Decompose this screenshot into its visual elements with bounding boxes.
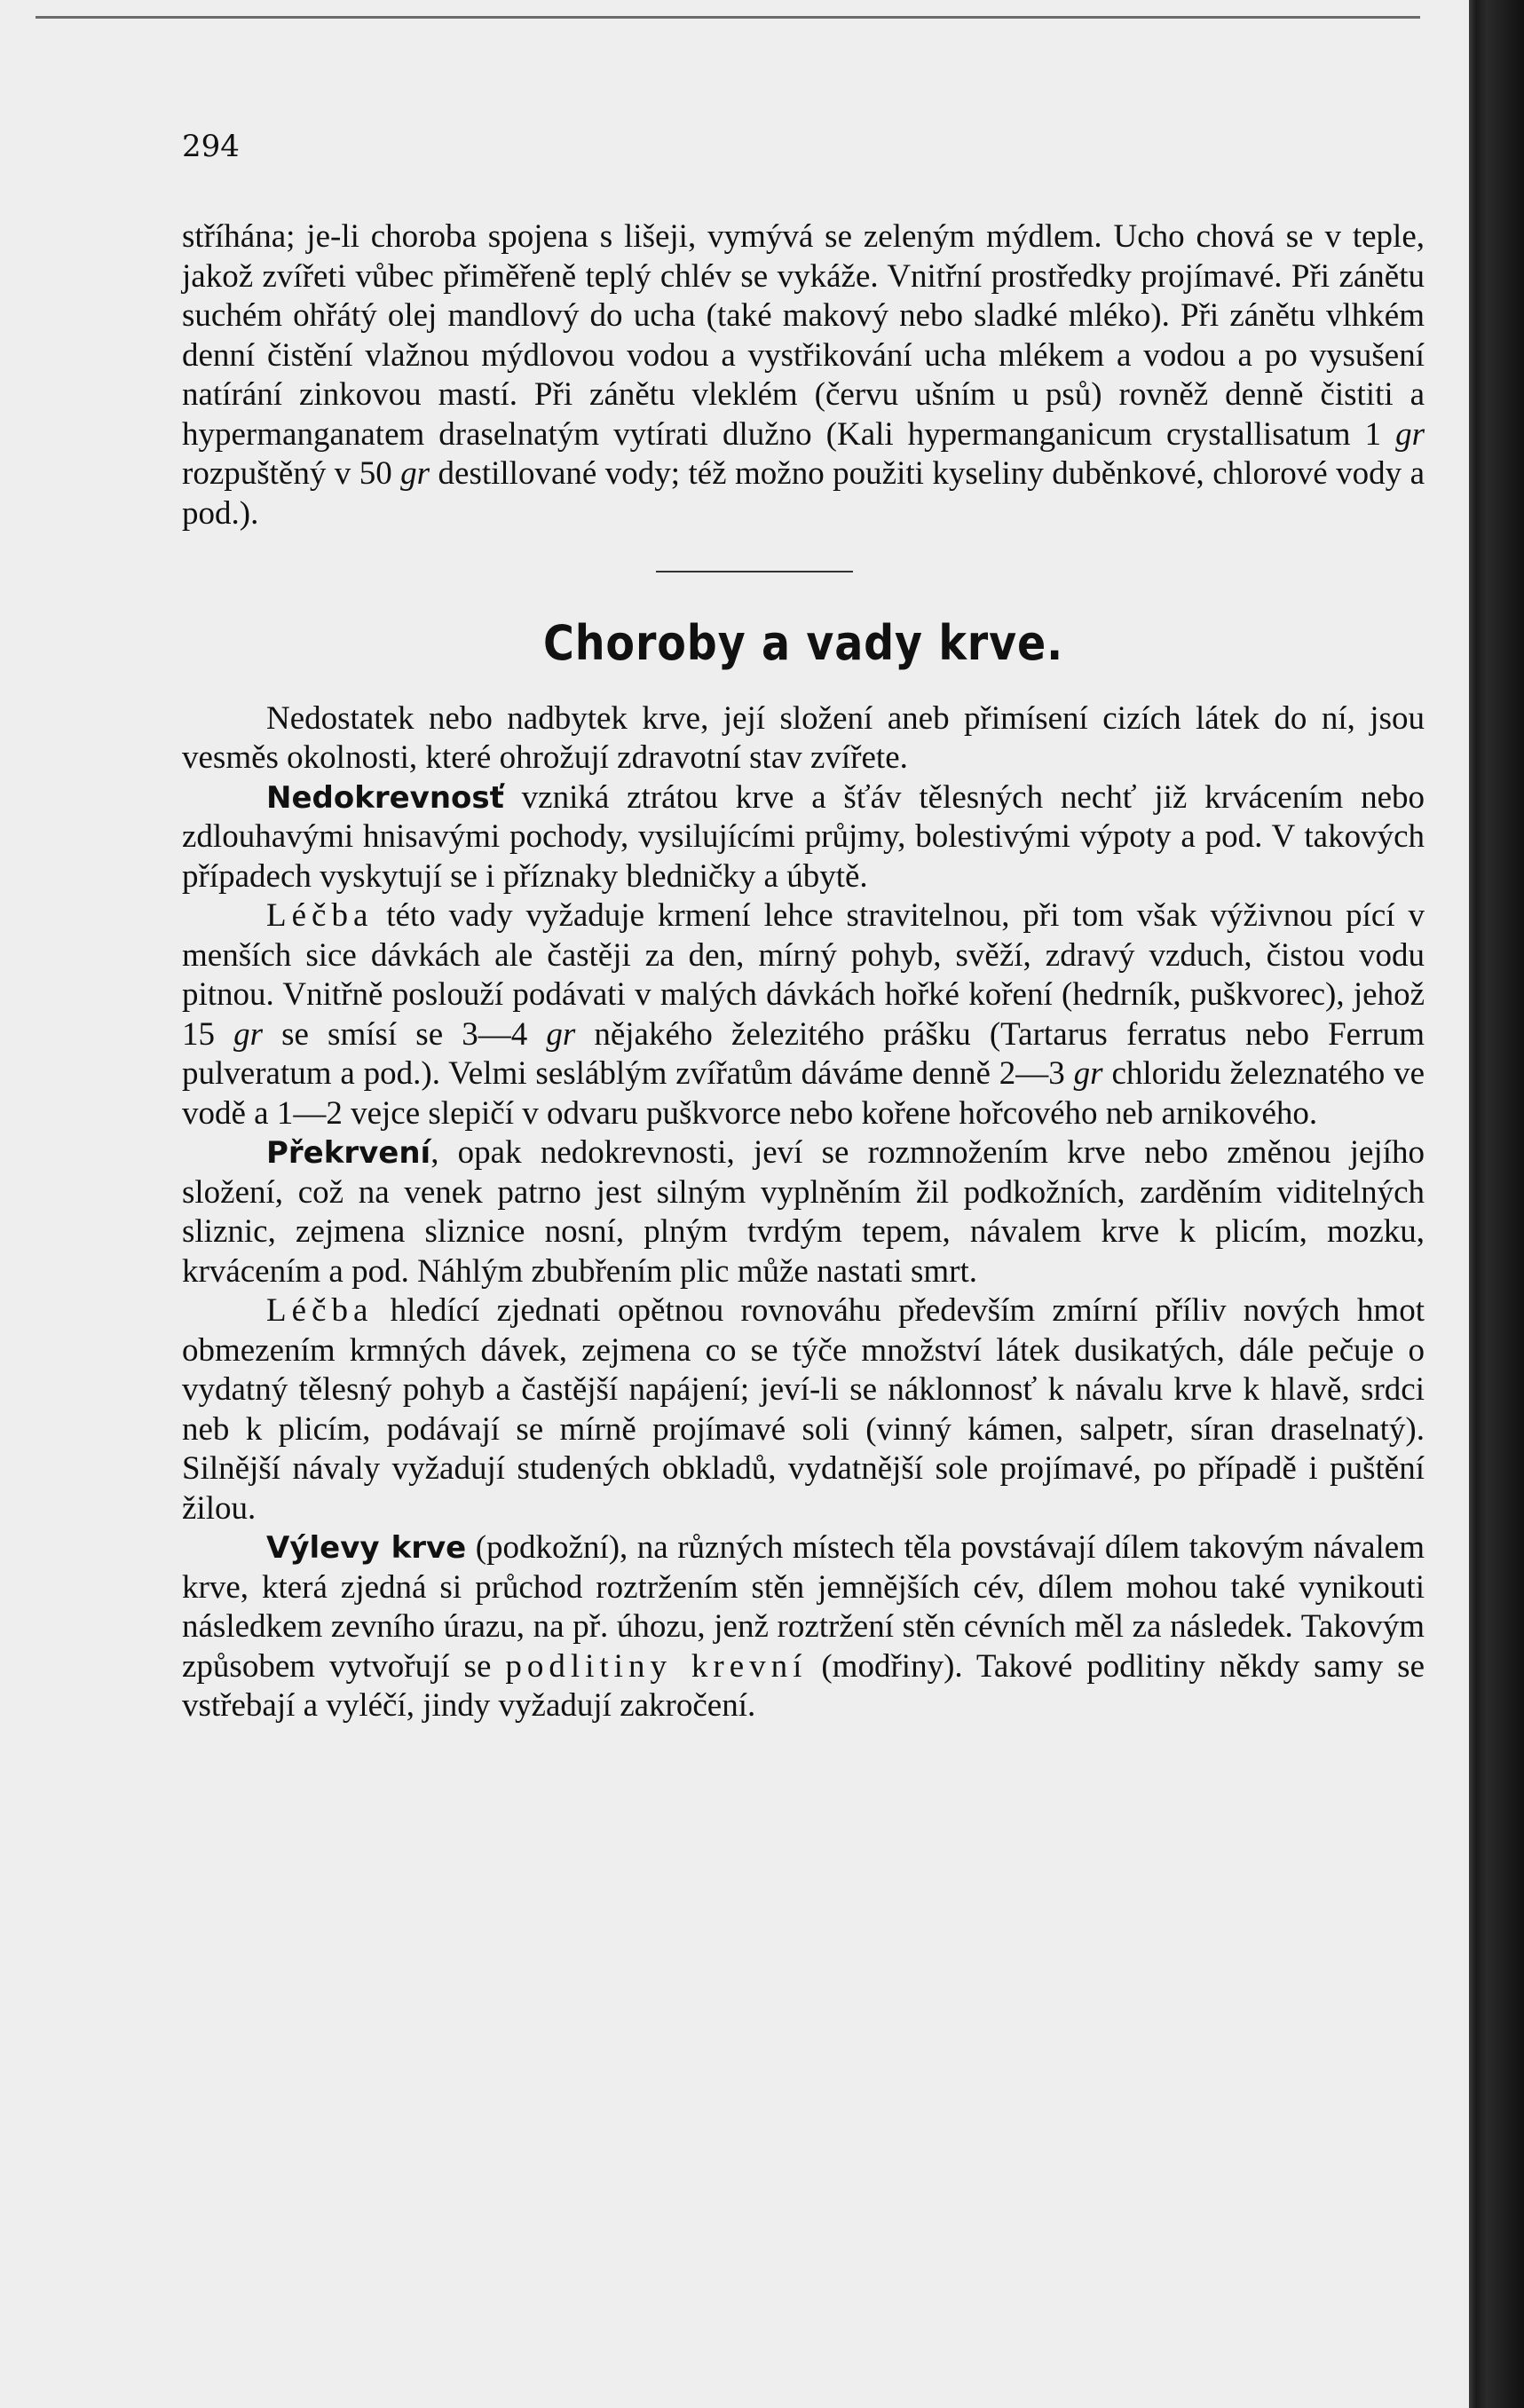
paragraph-text: (podkožní), na různých místech těla povstávají dílem takovým návalem krve, která zjedná si průchod roztržením stěn jemnějších cév, dílem mohou také vynikouti následkem zevního úrazu, na př. úhozu, jenž roztržení stěn cévních měl za následek. Takovým způsobem vytvořují se [182, 1529, 1425, 1685]
paragraph-text: se smísí se 3—4 [263, 1015, 547, 1053]
intro-text-2: rozpuštěný v 50 [182, 455, 401, 492]
paragraph-intro-blood: Nedostatek nebo nadbytek krve, její složení aneb přimísení cizích látek do ní, jsou vesměs okolnosti, které ohrožují zdravotní stav zvířete. [182, 699, 1425, 776]
paragraph-vylevy-krve [182, 1528, 1425, 1726]
paragraph-text: nějakého železitého prášku (Tartarus ferratus nebo Ferrum pulveratum a pod.). Velmi sesláblým zvířatům dáváme denně 2—3 [182, 1015, 1425, 1092]
paragraph-text: hledící zjednati opětnou rovnováhu především zmírní příliv nových hmot obmezením krmných dávek, zejmena co se týče množství látek dusikatých, dále pečuje o vydatný tělesný pohyb a častější napájení; jeví-li se náklonnosť k návalu krve k hlavě, srdci neb k plicím, podávají se mírně projímavé soli (vinný kámen, salpetr, síran draselnatý). Silnější návaly vyžadují studených obkladů, vydatnější sole projímavé, po případě i puštění žilou. [182, 1292, 1425, 1527]
unit-gr: gr [1395, 415, 1425, 453]
term-prekrveni: Překrvení [266, 1135, 431, 1171]
unit-gr: gr [1073, 1055, 1103, 1092]
paragraph-text: (modřiny). Takové podlitiny někdy samy se vstřebají a vyléčí, jindy vyžadují zakročení. [182, 1647, 1425, 1724]
unit-gr: gr [233, 1015, 264, 1053]
term-lecba: Léčba [266, 1292, 374, 1329]
intro-text-1: stříhána; je-li choroba spojena s lišeji, vymývá se zeleným mýdlem. Ucho chová se v teple, jakož zvířeti vůbec přiměřeně teplý chlév se vykáže. Vnitřní prostředky projímavé. Při zánětu suchém ohřátý olej mandlový do ucha (také makový nebo sladké mléko). Při zánětu vlhkém denní čistění vlažnou mýdlovou vodou a vystřikování ucha mlékem a vodou a po vysušení natírání zinkovou mastí. Při zánětu vleklém (červu ušním u psů) rovněž denně čistiti a hypermanganatem draselnatým vytírati dlužno (Kali hypermanganicum crystallisatum 1 [182, 218, 1425, 453]
page-number: 294 [182, 129, 240, 164]
intro-text-3: destillované vody; též možno použiti kyseliny duběnkové, chlorové vody a pod.). [182, 455, 1425, 532]
paragraph-text: , opak nedokrevnosti, jeví se rozmnožením krve nebo změnou jejího složení, což na venek patrno jest silným vyplněním žil podkožních, zarděním viditelných sliznic, zejmena sliznice nosní, plným tvrdým tepem, návalem krve k plicím, mozku, krvácením a pod. Náhlým zbubřením plic může nastati smrt. [182, 1134, 1425, 1290]
paragraph-text: vzniká ztrátou krve a šťáv tělesných nechť již krvácením nebo zdlouhavými hnisavými pochody, vysilujícími průjmy, bolestivými výpoty a pod. V takových případech vyskytují se i příznaky bledničky a úbytě. [182, 778, 1425, 895]
paragraph-prekrveni [182, 1133, 1425, 1291]
term-lecba: Léčba [266, 897, 374, 934]
paragraph-text: této vady vyžaduje krmení lehce stravitelnou, při tom však výživnou pící v menších sice dávkách ale častěji za den, mírný pohyb, svěží, zdravý vzduch, čistou vodu pitnou. Vnitřně poslouží podávati v malých dávkách hořké koření (hedrník, puškvorec), jehož 15 [182, 897, 1425, 1053]
intro-paragraph [182, 217, 1425, 533]
section-heading: Choroby a vady krve. [542, 615, 1064, 671]
paragraph-lecba-1 [182, 896, 1425, 1133]
page-edge-shadow [1469, 0, 1524, 2408]
top-edge-line [36, 16, 1420, 19]
section-divider [656, 571, 853, 572]
page-text [182, 217, 1425, 1726]
term-podlitiny-krevni: podlitiny krevní [505, 1647, 808, 1685]
paragraph-lecba-2 [182, 1291, 1425, 1528]
paragraph-text: chloridu železnatého ve vodě a 1—2 vejce slepičí v odvaru puškvorce nebo kořene hořcového neb arnikového. [182, 1055, 1425, 1132]
term-nedokrevnost: Nedokrevnosť [266, 779, 504, 816]
term-vylevy-krve: Výlevy krve [266, 1530, 467, 1566]
unit-gr: gr [546, 1015, 576, 1053]
paragraph-nedokrevnost [182, 778, 1425, 897]
unit-gr: gr [400, 455, 430, 492]
